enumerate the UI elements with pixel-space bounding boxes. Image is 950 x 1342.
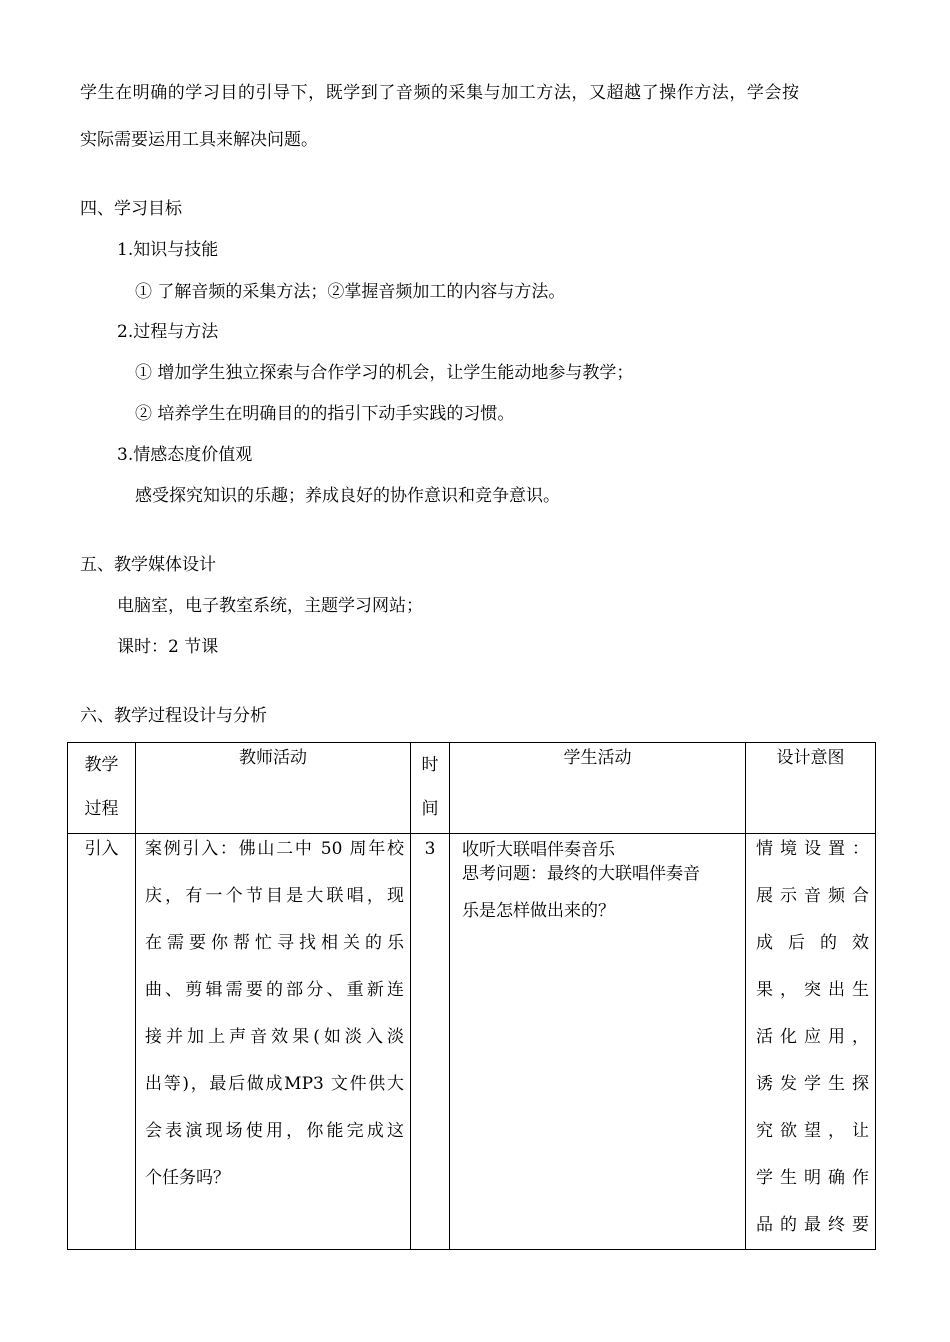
header-stage-line-1: 教学 bbox=[84, 755, 119, 775]
student-line: 思考问题：最终的大联唱伴奏音 bbox=[462, 864, 700, 884]
teacher-activity-text bbox=[136, 821, 410, 1202]
design-line: 究欲望，让 bbox=[756, 1121, 869, 1141]
header-teacher-label: 教师活动 bbox=[239, 748, 307, 768]
emotion-values-item: 感受探究知识的乐趣；养成良好的协作意识和竞争意识。 bbox=[135, 486, 560, 506]
design-line: 学生明确作 bbox=[756, 1168, 869, 1188]
design-line: 成后的效 bbox=[756, 933, 869, 953]
section-5-heading: 五、教学媒体设计 bbox=[80, 555, 216, 575]
design-intent-text bbox=[746, 821, 875, 1249]
knowledge-skills-heading: 1.知识与技能 bbox=[117, 240, 219, 260]
header-student-label: 学生活动 bbox=[563, 748, 632, 768]
table-header-row bbox=[68, 743, 876, 834]
stage-cell bbox=[68, 834, 136, 1250]
teacher-activity-cell bbox=[136, 834, 411, 1250]
design-intent-cell bbox=[746, 834, 876, 1250]
design-line: 诱发学生探 bbox=[756, 1074, 869, 1094]
header-time bbox=[411, 743, 450, 834]
process-method-item-1: ① 增加学生独立探索与合作学习的机会，让学生能动地参与教学； bbox=[135, 363, 634, 383]
teacher-line: 个任务吗？ bbox=[145, 1168, 230, 1188]
stage-label: 引入 bbox=[84, 839, 119, 859]
intro-line-1: 学生在明确的学习目的引导下，既学到了音频的采集与加工方法，又超越了操作方法，学会按 bbox=[80, 83, 800, 103]
knowledge-skills-item: ① 了解音频的采集方法；②掌握音频加工的内容与方法。 bbox=[135, 282, 566, 302]
design-line: 果，突出生 bbox=[756, 980, 869, 1000]
teacher-line: 接并加上声音效果(如淡入淡 bbox=[145, 1027, 404, 1047]
teacher-line: 案例引入：佛山二中 50 周年校 bbox=[145, 839, 404, 859]
teacher-line: 在需要你帮忙寻找相关的乐 bbox=[145, 933, 404, 953]
intro-line-2: 实际需要运用工具来解决问题。 bbox=[80, 130, 318, 150]
teacher-line: 庆，有一个节目是大联唱，现 bbox=[145, 886, 404, 906]
header-student bbox=[450, 743, 746, 834]
header-stage bbox=[68, 743, 136, 834]
student-line: 收听大联唱伴奏音乐 bbox=[462, 840, 615, 860]
student-line: 乐是怎样做出来的？ bbox=[462, 901, 615, 921]
header-teacher bbox=[136, 743, 411, 834]
section-6-heading: 六、教学过程设计与分析 bbox=[80, 706, 267, 726]
process-method-item-2: ② 培养学生在明确目的的指引下动手实践的习惯。 bbox=[135, 404, 515, 424]
header-time-line-2: 间 bbox=[421, 799, 439, 819]
media-description: 电脑室，电子教室系统，主题学习网站； bbox=[117, 596, 423, 616]
process-method-heading: 2.过程与方法 bbox=[117, 322, 219, 342]
design-line: 情境设置： bbox=[756, 839, 869, 859]
design-line: 品的最终要 bbox=[756, 1215, 869, 1235]
teaching-process-table bbox=[67, 742, 876, 1250]
design-line: 展示音频合 bbox=[756, 886, 869, 906]
student-activity-cell bbox=[450, 834, 746, 1250]
table-row bbox=[68, 834, 876, 1250]
header-design-label: 设计意图 bbox=[776, 748, 845, 768]
teacher-line: 出等)，最后做成MP3 文件供大 bbox=[145, 1074, 404, 1094]
header-design bbox=[746, 743, 876, 834]
teacher-line: 会表演现场使用，你能完成这 bbox=[145, 1121, 404, 1141]
teacher-line: 曲、剪辑需要的部分、重新连 bbox=[145, 980, 404, 1000]
design-line: 活化应用， bbox=[756, 1027, 869, 1047]
header-stage-line-2: 过程 bbox=[84, 799, 119, 819]
time-value: 3 bbox=[424, 839, 436, 859]
emotion-values-heading: 3.情感态度价值观 bbox=[117, 445, 253, 465]
time-cell bbox=[411, 834, 450, 1250]
class-hours: 课时：2 节课 bbox=[117, 637, 219, 657]
header-time-line-1: 时 bbox=[421, 755, 439, 775]
student-activity-text bbox=[450, 832, 745, 935]
section-4-heading: 四、学习目标 bbox=[80, 199, 182, 219]
